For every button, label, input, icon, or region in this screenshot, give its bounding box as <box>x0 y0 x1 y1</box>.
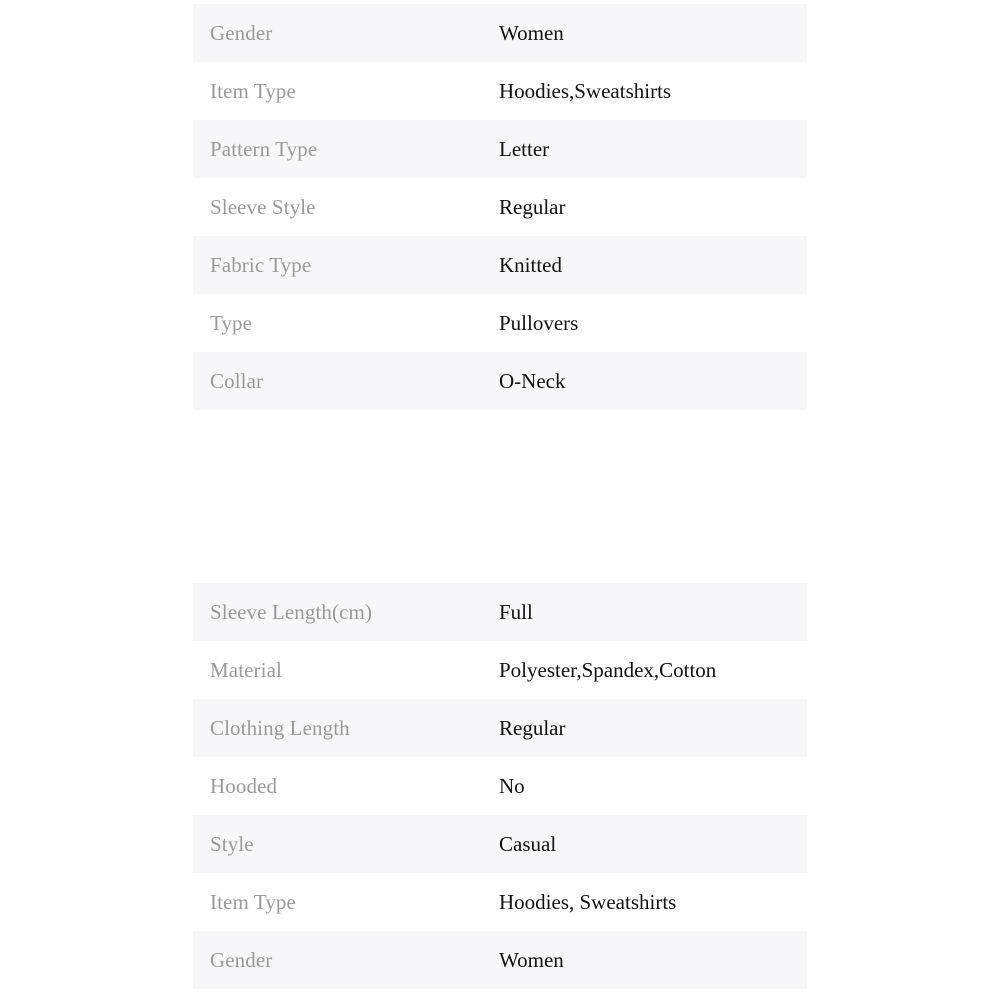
spec-value: Regular <box>499 715 566 740</box>
spec-value: Hoodies, Sweatshirts <box>499 889 677 914</box>
spec-value: Regular <box>499 194 566 219</box>
spec-table-bottom <box>193 583 807 989</box>
spec-row-sleeve-style <box>193 178 807 236</box>
spec-label: Clothing Length <box>210 715 350 740</box>
spec-row-gender <box>193 4 807 62</box>
spec-label: Pattern Type <box>210 136 318 161</box>
spec-label: Material <box>210 657 282 682</box>
spec-row-type <box>193 294 807 352</box>
spec-value: Hoodies,Sweatshirts <box>499 78 672 103</box>
spec-table-top <box>193 4 807 410</box>
spec-row-item-type <box>193 62 807 120</box>
spec-row-hooded <box>193 757 807 815</box>
spec-value: Knitted <box>499 252 562 277</box>
spec-row-pattern-type <box>193 120 807 178</box>
spec-value: Letter <box>499 136 550 161</box>
spec-value: Polyester,Spandex,Cotton <box>499 657 717 682</box>
spec-value: Casual <box>499 831 557 856</box>
spec-label: Item Type <box>210 78 296 103</box>
spec-row-sleeve-length <box>193 583 807 641</box>
spec-value: Women <box>499 947 564 972</box>
spec-value: No <box>499 773 525 798</box>
spec-row-style <box>193 815 807 873</box>
spec-row-collar <box>193 352 807 410</box>
blank-separator <box>193 410 807 583</box>
spec-row-item-type <box>193 873 807 931</box>
spec-row-fabric-type <box>193 236 807 294</box>
spec-value: O-Neck <box>499 368 566 393</box>
spec-label: Collar <box>210 368 264 393</box>
spec-label: Item Type <box>210 889 296 914</box>
spec-label: Fabric Type <box>210 252 312 277</box>
spec-label: Gender <box>210 20 273 45</box>
spec-row-clothing-length <box>193 699 807 757</box>
spec-label: Type <box>210 310 253 335</box>
spec-row-gender <box>193 931 807 989</box>
spec-label: Sleeve Style <box>210 194 316 219</box>
spec-row-material <box>193 641 807 699</box>
spec-label: Hooded <box>210 773 278 798</box>
spec-label: Gender <box>210 947 273 972</box>
spec-label: Sleeve Length(cm) <box>210 599 373 624</box>
spec-value: Full <box>499 599 533 624</box>
spec-value: Pullovers <box>499 310 579 335</box>
spec-value: Women <box>499 20 564 45</box>
spec-label: Style <box>210 831 254 856</box>
